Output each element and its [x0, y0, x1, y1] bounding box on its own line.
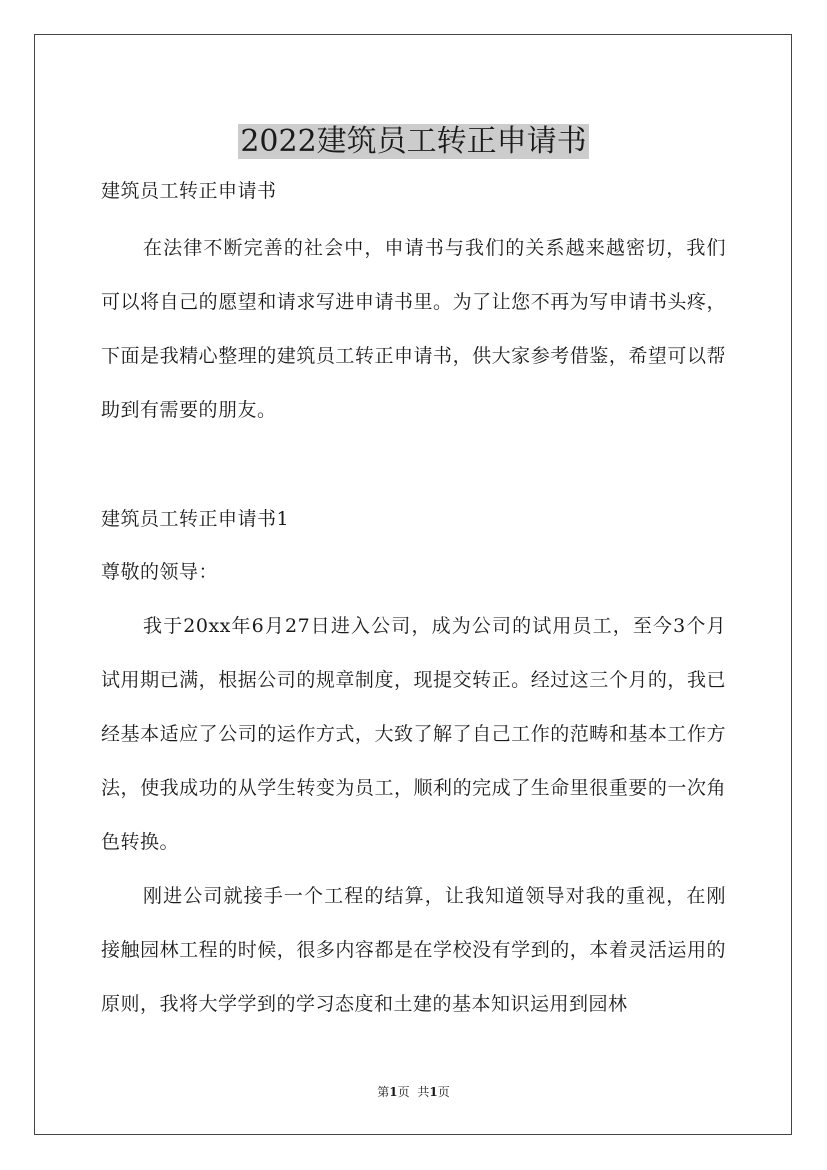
total-suffix: 页 [437, 1085, 450, 1099]
intro-paragraph: 在法律不断完善的社会中，申请书与我们的关系越来越密切，我们可以将自己的愿望和请求写进申请书里。为了让您不再为写申请书头疼，下面是我精心整理的建筑员工转正申请书，供大家参考借鉴，希望可以帮助到有需要的朋友。 [101, 237, 726, 421]
total-pages: 1 [429, 1085, 438, 1099]
total-prefix: 共 [417, 1085, 430, 1099]
body-paragraph-1: 我于20xx年6月27日进入公司，成为公司的试用员工，至今3个月试用期已满，根据公司的规章制度，现提交转正。经过这三个月的，我已经基本适应了公司的运作方式，大致了解了自己工作的范畴和基本工作方法，使我成功的从学生转变为员工，顺利的完成了生命里很重要的一次角色转换。 [101, 615, 726, 853]
page-footer [0, 1083, 827, 1101]
salutation: 尊敬的领导： [101, 561, 219, 583]
document-title [0, 122, 827, 162]
page-suffix: 页 [397, 1085, 410, 1099]
page-number: 1 [389, 1085, 398, 1099]
page-prefix: 第 [377, 1085, 390, 1099]
document-title-text: 2022建筑员工转正申请书 [240, 124, 587, 160]
section-heading: 建筑员工转正申请书1 [101, 508, 290, 530]
body-paragraph-2: 刚进公司就接手一个工程的结算，让我知道领导对我的重视，在刚接触园林工程的时候，很多内容都是在学校没有学到的，本着灵活运用的原则，我将大学学到的学习态度和土建的基本知识运用到园林 [101, 885, 726, 1015]
intro-heading: 建筑员工转正申请书 [101, 180, 277, 202]
